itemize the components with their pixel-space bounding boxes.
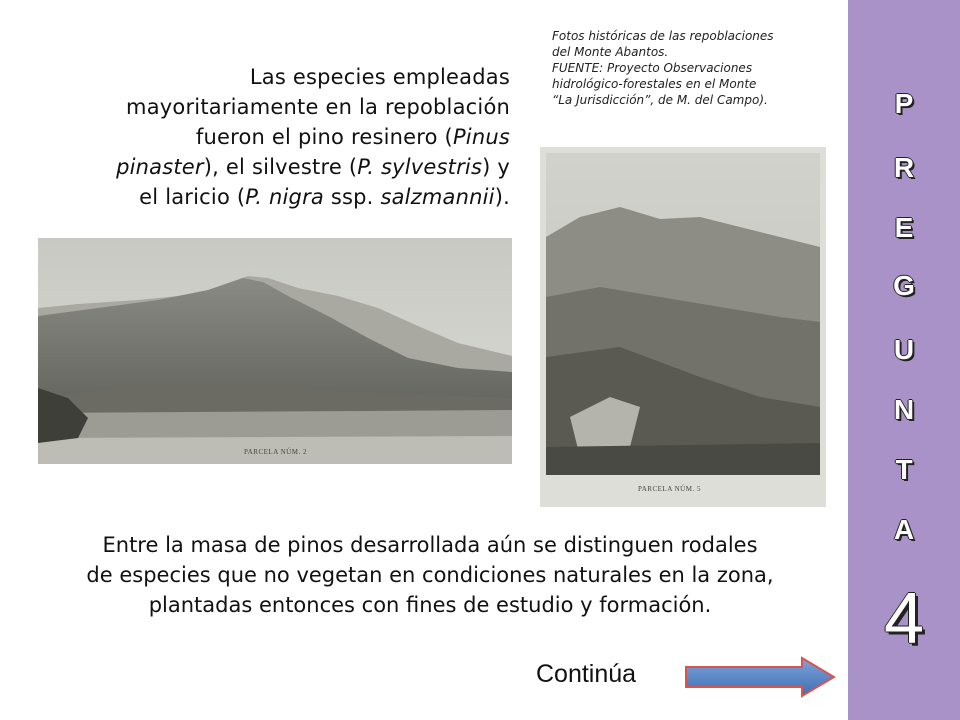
caption-line: del Monte Abantos. — [552, 45, 669, 59]
body-line: plantadas entonces con fines de estudio y formación. — [148, 593, 712, 617]
sidebar-banner — [848, 0, 960, 720]
intro-line: pinaster), el silvestre (P. sylvestris) y — [116, 155, 510, 179]
sidebar-letter: E — [894, 212, 914, 243]
intro-paragraph — [30, 62, 510, 212]
continue-label: Continúa — [536, 660, 637, 688]
caption-line: “La Jurisdicción”, de M. del Campo). — [552, 93, 768, 107]
caption-line: FUENTE: Proyecto Observaciones — [552, 61, 753, 75]
photo-caption — [552, 28, 842, 108]
historical-photo-parcela-2 — [38, 238, 512, 464]
photo-plate-label: PARCELA NÚM. 5 — [638, 485, 701, 493]
sidebar-letter: T — [895, 454, 913, 485]
sidebar-letter: U — [893, 334, 915, 365]
body-line: de especies que no vegetan en condiciones naturales en la zona, — [86, 563, 774, 587]
historical-photo-parcela-5 — [540, 147, 826, 507]
caption-line: hidrológico-forestales en el Monte — [552, 77, 757, 91]
intro-line: mayoritariamente en la repoblación — [126, 95, 510, 119]
sidebar-letter: R — [893, 152, 915, 183]
body-line: Entre la masa de pinos desarrollada aún se distinguen rodales — [102, 533, 758, 557]
caption-line: Fotos históricas de las repoblaciones — [552, 29, 774, 43]
intro-line: el laricio (P. nigra ssp. salzmannii). — [139, 185, 510, 209]
intro-line: Las especies empleadas — [249, 65, 510, 89]
intro-line: fueron el pino resinero (Pinus — [195, 125, 510, 149]
sidebar-letter: P — [894, 88, 914, 119]
sidebar-letter: A — [893, 514, 915, 545]
continue-button[interactable] — [684, 656, 836, 698]
body-paragraph — [24, 530, 836, 620]
sidebar-letter: N — [893, 394, 915, 425]
right-arrow-icon — [684, 656, 836, 698]
question-number: 4 — [883, 579, 925, 659]
sidebar-letter: G — [893, 270, 915, 301]
photo-plate-label: PARCELA NÚM. 2 — [244, 448, 307, 456]
